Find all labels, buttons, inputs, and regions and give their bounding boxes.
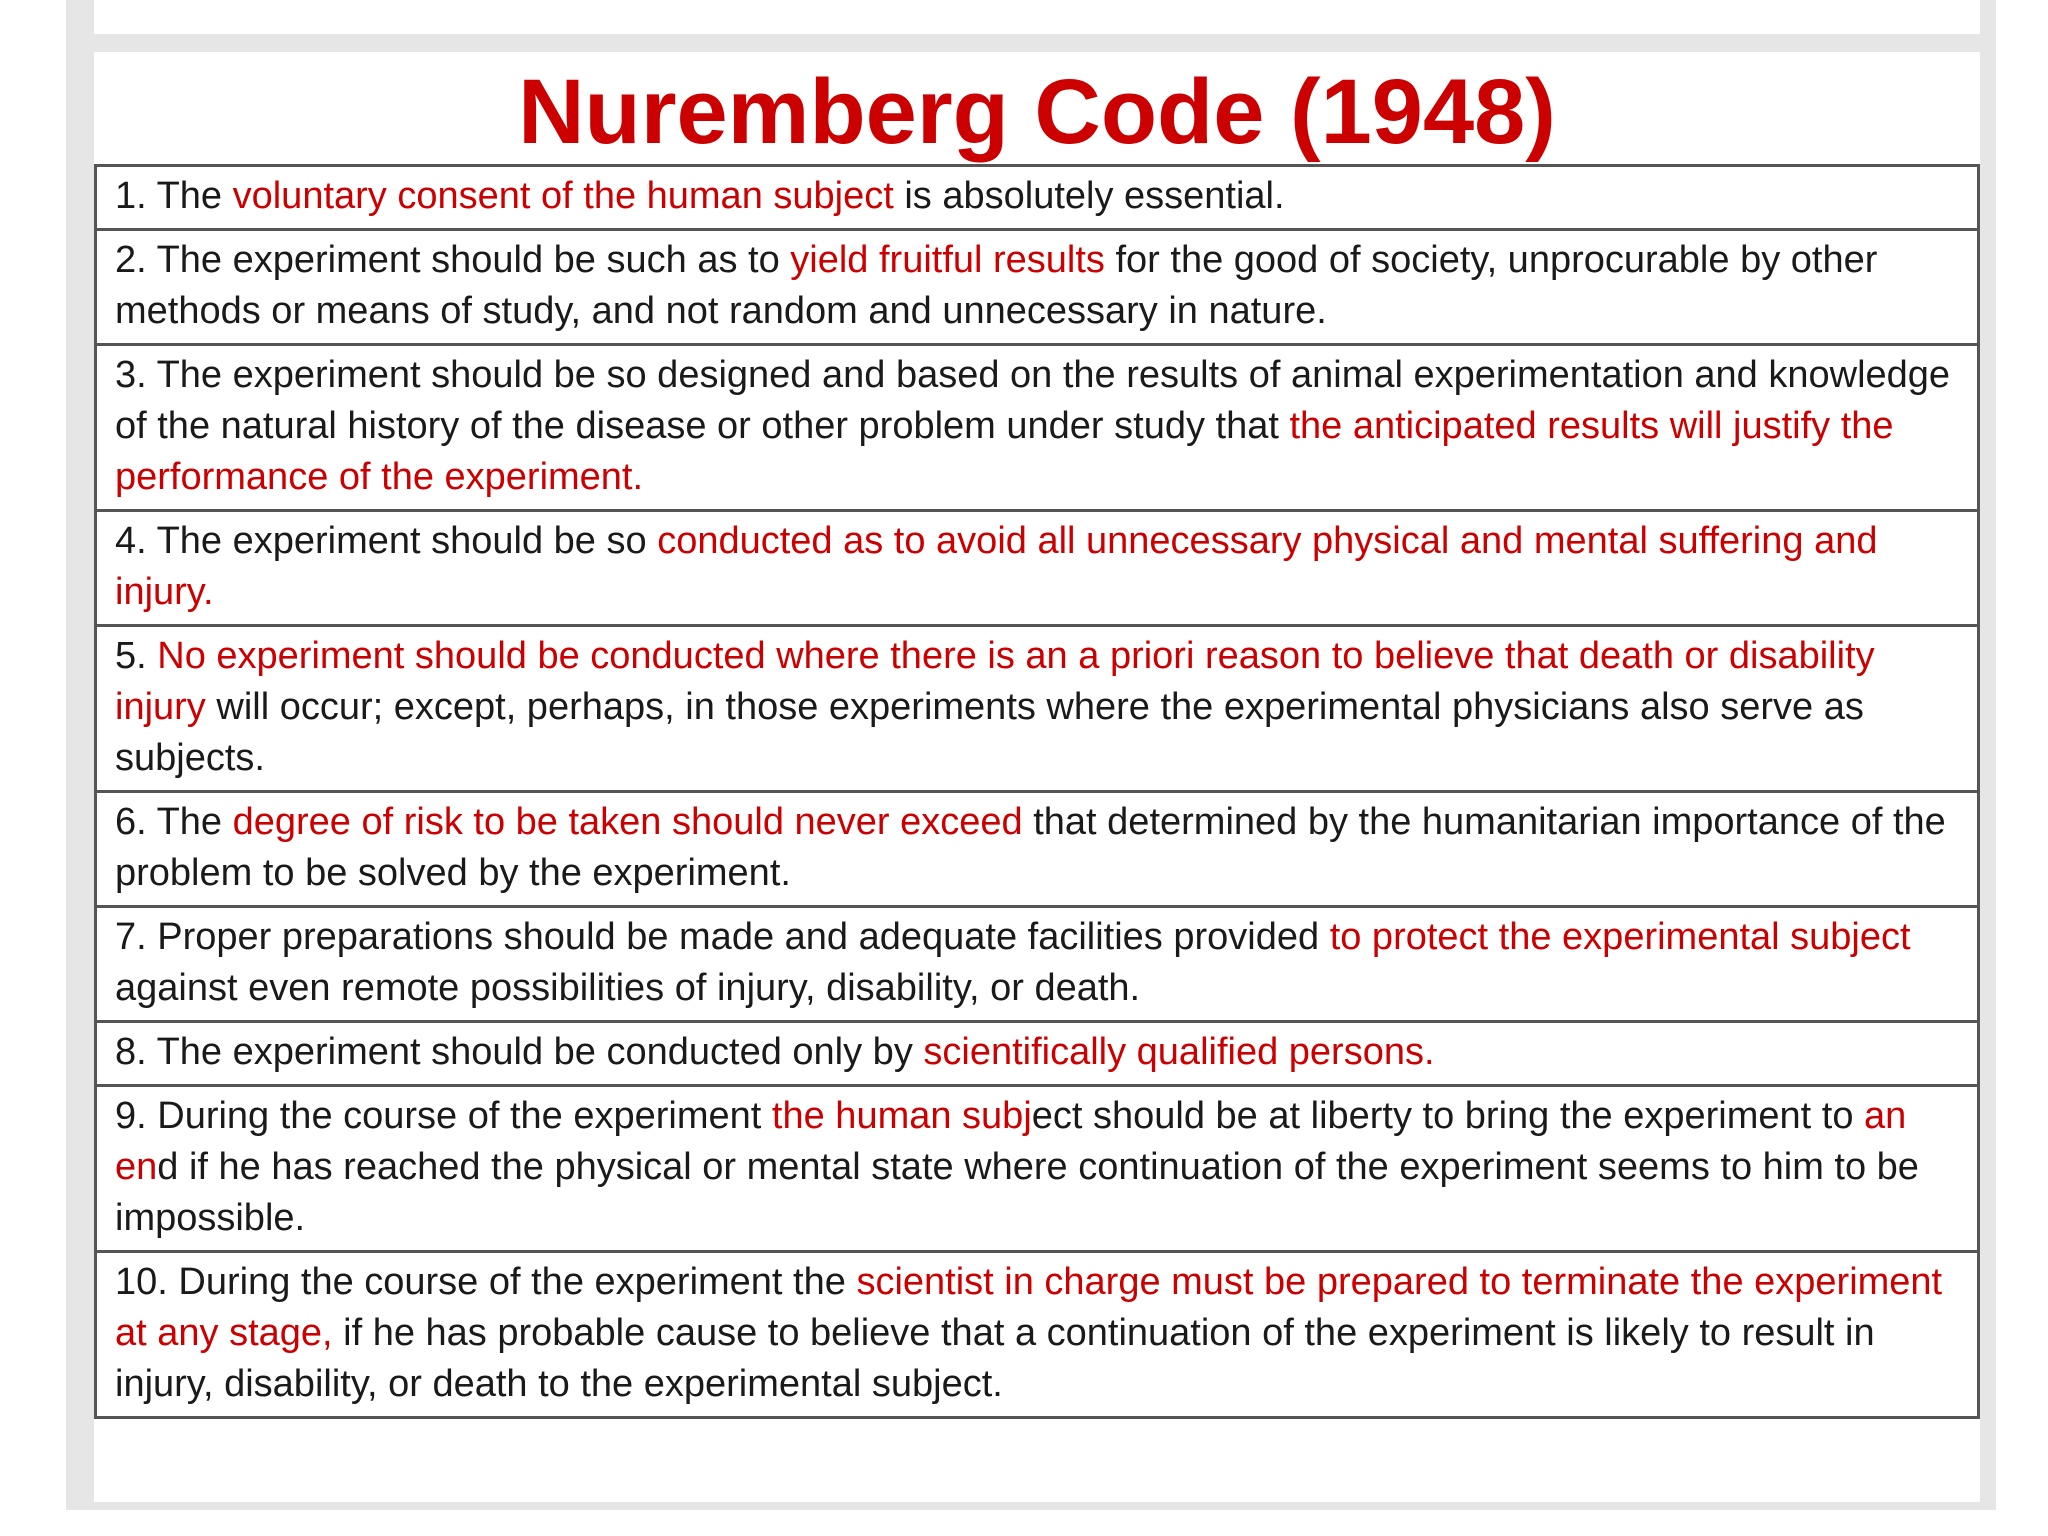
- principle-phrase: ect should be at liberty to bring the experiment to: [1031, 1095, 1865, 1137]
- principle-row-5: [96, 626, 1979, 792]
- highlighted-phrase: No experiment should be conducted where there is an a priori reason to believe that death or disability injury: [115, 635, 1875, 728]
- highlighted-phrase: scientifically qualified persons.: [923, 1031, 1435, 1073]
- principle-phrase: 3. The experiment should be so designed and based on the results of animal experimentation and knowledge of the natural history of the disease or other problem under study that: [115, 354, 1951, 447]
- principle-phrase: 1. The: [115, 175, 233, 217]
- principle-row-1: [96, 166, 1979, 230]
- highlighted-phrase: to protect the experimental subject: [1329, 916, 1911, 958]
- principle-row-10: [96, 1252, 1979, 1418]
- principle-phrase: is absolutely essential.: [893, 175, 1285, 217]
- principle-phrase: 6. The: [115, 801, 233, 843]
- principle-text: [96, 230, 1979, 345]
- highlighted-phrase: yield fruitful results: [790, 239, 1105, 281]
- highlighted-phrase: voluntary consent of the human subject: [232, 175, 894, 217]
- principles-list: [96, 166, 1979, 1418]
- principle-row-7: [96, 907, 1979, 1022]
- principle-phrase: d if he has reached the physical or mental state where continuation of the experiment seems to him to be impossible.: [115, 1146, 1919, 1239]
- principle-text: [96, 345, 1979, 511]
- principle-row-9: [96, 1086, 1979, 1252]
- principle-phrase: will occur; except, perhaps, in those experiments where the experimental physicians also serve as subjects.: [115, 686, 1864, 779]
- principle-text: [96, 626, 1979, 792]
- principle-phrase: 9. During the course of the experiment: [115, 1095, 772, 1137]
- principle-phrase: for the good of society, unprocurable by other methods or means of study, and not random and unnecessary in nature.: [115, 239, 1878, 332]
- highlighted-phrase: the human subj: [771, 1095, 1032, 1137]
- principle-text: [96, 792, 1979, 907]
- previous-slide-edge: [94, 0, 1980, 34]
- highlighted-phrase: conducted as to avoid all unnecessary physical and mental suffering and injury.: [115, 520, 1878, 613]
- principle-phrase: 7. Proper preparations should be made and adequate facilities provided: [115, 916, 1330, 958]
- principle-text: [96, 1022, 1979, 1086]
- principle-row-2: [96, 230, 1979, 345]
- highlighted-phrase: an en: [115, 1095, 1907, 1188]
- principle-phrase: 10. During the course of the experiment the: [115, 1261, 857, 1303]
- principle-phrase: that determined by the humanitarian importance of the problem to be solved by the experiment.: [115, 801, 1946, 894]
- highlighted-phrase: degree of risk to be taken should never exceed: [232, 801, 1023, 843]
- principle-text: [96, 166, 1979, 230]
- principle-row-3: [96, 345, 1979, 511]
- principle-text: [96, 511, 1979, 626]
- principles-table: [94, 164, 1980, 1419]
- highlighted-phrase: the anticipated results will justify the performance of the experiment.: [115, 405, 1894, 498]
- principle-phrase: against even remote possibilities of injury, disability, or death.: [115, 967, 1141, 1009]
- principle-text: [96, 1252, 1979, 1418]
- principle-phrase: 4. The experiment should be so: [115, 520, 658, 562]
- principle-row-8: [96, 1022, 1979, 1086]
- slide-title: Nuremberg Code (1948): [518, 61, 1556, 163]
- principle-text: [96, 1086, 1979, 1252]
- principle-phrase: 2. The experiment should be such as to: [115, 239, 791, 281]
- principle-phrase: if he has probable cause to believe that a continuation of the experiment is likely to result in injury, disability, or death to the experimental subject.: [115, 1312, 1875, 1405]
- principle-text: [96, 907, 1979, 1022]
- principle-phrase: 8. The experiment should be conducted only by: [115, 1031, 924, 1073]
- principle-row-4: [96, 511, 1979, 626]
- slide: [94, 52, 1980, 1502]
- highlighted-phrase: scientist in charge must be prepared to terminate the experiment at any stage,: [115, 1261, 1943, 1354]
- principle-phrase: 5.: [115, 635, 158, 677]
- principle-row-6: [96, 792, 1979, 907]
